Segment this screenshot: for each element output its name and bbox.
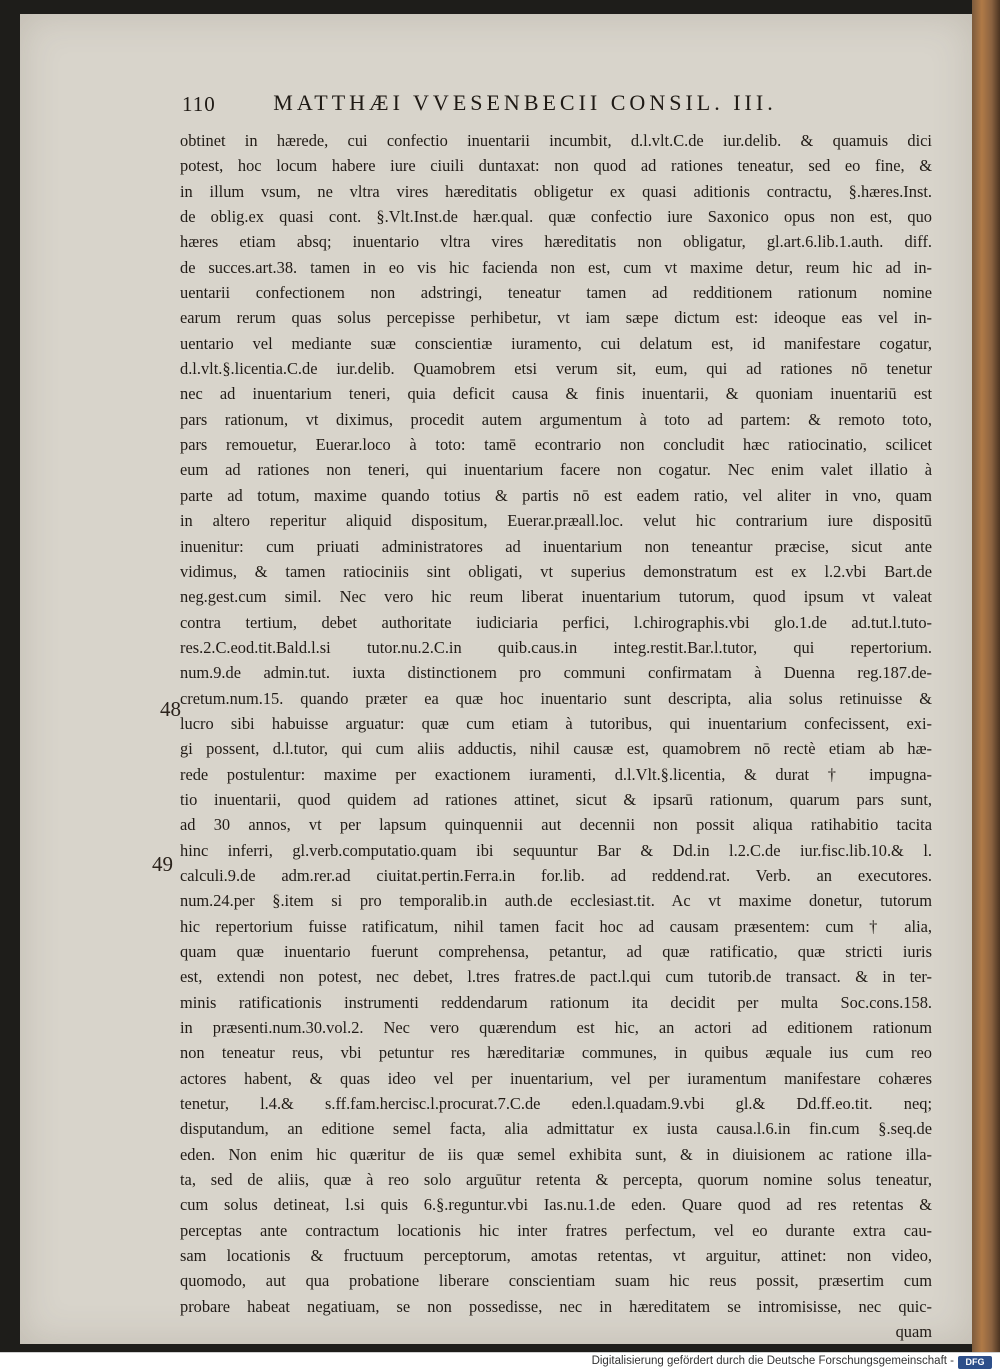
page-header xyxy=(120,88,850,124)
text-line: inuenitur: cum priuati administratores ad inuentarium non teneantur præcise, sicut ante xyxy=(180,536,932,556)
text-line: contra tertium, debet authoritate iudiciaria perfici, l.chirographis.vbi glo.1.de ad.tut.l.tuto- xyxy=(180,612,932,632)
text-line: hinc inferri, gl.verb.computatio.quam ibi sequuntur Bar & Dd.in l.2.C.de iur.fisc.lib.10.& l. xyxy=(180,840,932,860)
running-title: MATTHÆI VVESENBECII CONSIL. III. xyxy=(273,90,777,115)
text-line: de oblig.ex quasi cont. §.Vlt.Inst.de hær.qual. quæ confectio iure Saxonico opus non est, quo xyxy=(180,207,932,227)
text-line: cretum.num.15. quando præter ea quæ hoc inuentario sunt descripta, alia solus retinuisse & xyxy=(180,688,932,708)
body-text xyxy=(180,128,932,1345)
text-line: tio inuentarii, quod quidem ad rationes attinet, sicut & ipsarū rationum, quarum pars sunt, xyxy=(180,789,932,809)
text-line: sam locationis & fructuum perceptorum, amotas retentas, vt arguitur, attinet: non video, xyxy=(180,1246,932,1266)
text-line: parte ad totum, maxime quando totius & partis nō est eadem ratio, vel aliter in vno, quam xyxy=(180,485,932,505)
text-line: vidimus, & tamen ratiociniis sint obligati, vt superius demonstratum est ex l.2.vbi Bart.de xyxy=(180,561,932,581)
digitization-credit: Digitalisierung gefördert durch die Deutsche Forschungsgemeinschaft - xyxy=(591,1355,954,1367)
book-edge xyxy=(972,0,1000,1352)
text-line: earum rerum quas solus percepisse perhibetur, vt iam sæpe dictum est: ideoque eas vel in- xyxy=(180,308,932,328)
text-line: gi possent, d.l.tutor, qui cum aliis adductis, nihil causæ est, quamobrem nō rectè etiam ab hæ- xyxy=(180,739,932,759)
text-line: de succes.art.38. tamen in eo vis hic facienda non est, cum vt maxime detur, reum hic ad in- xyxy=(180,257,932,277)
text-line: pars remouetur, Euerar.loco à toto: tamē econtrario non concludit hæc ratiocinatio, scilicet xyxy=(180,435,932,455)
text-line: perceptas ante contractum locationis hic inter fratres perfectum, vel eo durante extra cau- xyxy=(180,1220,932,1240)
text-line: disputandum, an editione semel facta, alia admittatur ex iusta causa.l.6.in fin.cum §.seq.de xyxy=(180,1119,932,1139)
text-line: rede postulentur: maxime per exactionem iuramenti, d.l.Vlt.§.licentia, & durat † impugna- xyxy=(180,764,932,784)
text-line: est, extendi non potest, nec debet, l.tres fratres.de pact.l.qui cum tutorib.de transact. & in ter- xyxy=(180,967,932,987)
text-line: minis ratificationis instrumenti reddendarum rationum ita decidit per multa Soc.cons.158. xyxy=(180,992,932,1012)
text-line: neg.gest.cum simil. Nec vero hic reum liberat inuentarium tutorum, quod ipsum vt valeat xyxy=(180,587,932,607)
dfg-logo: DFG xyxy=(958,1356,992,1369)
page-number: 110 xyxy=(182,92,216,116)
text-line: in præsenti.num.30.vol.2. Nec vero quærendum est hic, an actori ad editionem rationum xyxy=(180,1018,932,1038)
margin-number: 49 xyxy=(152,852,173,876)
text-line: lucro sibi habuisse arguatur: quæ cum etiam à tutoribus, qui inuentarium confecissent, exi- xyxy=(180,713,932,733)
text-line: non teneatur reus, vbi petuntur res hæreditariæ communes, in quibus æquale ius cum reo xyxy=(180,1043,932,1063)
text-line: in altero reperitur aliquid dispositum, Euerar.præall.loc. velut hic contrarium iure dispositū xyxy=(180,511,932,531)
text-line: ad 30 annos, vt per lapsum quinquennii aut decennii non possit aliqua ratihabitio tacita xyxy=(180,815,932,835)
text-line: num.9.de admin.tut. iuxta distinctionem pro communi confirmatam à Duenna reg.187.de- xyxy=(180,663,932,683)
text-line: cum solus detineat, l.si quis 6.§.reguntur.vbi Ias.nu.1.de eden. Quare quod ad res retentas & xyxy=(180,1195,932,1215)
text-line: probare habeat negatiuam, se non possedisse, nec in hæreditatem se intromisisse, nec quic- xyxy=(180,1296,932,1316)
text-line: num.24.per §.item si pro temporalib.in auth.de ecclesiast.tit. Ac vt maxime donetur, tutorum xyxy=(180,891,932,911)
text-line: potest, hoc locum habere iure ciuili duntaxat: non quod ad rationes teneatur, sed eo fine, & xyxy=(180,156,932,176)
text-line: d.l.vlt.§.licentia.C.de iur.delib. Quamobrem etsi verum sit, eum, qui ad rationes nō tenetur xyxy=(180,359,932,379)
text-line: eden. Non enim hic quæritur de iis quæ semel exhibita sunt, & in diuisionem ac ratione illa- xyxy=(180,1144,932,1164)
text-line: res.2.C.eod.tit.Bald.l.si tutor.nu.2.C.in quib.caus.in integ.restit.Bar.l.tutor, qui repertorium. xyxy=(180,637,932,657)
text-line: calculi.9.de adm.rer.ad ciuitat.pertin.Ferra.in for.lib. ad reddend.rat. Verb. an executores. xyxy=(180,865,932,885)
text-line: quam xyxy=(895,1322,932,1342)
text-line: tenetur, l.4.& s.ff.fam.hercisc.l.procurat.7.C.de eden.l.quadam.9.vbi gl.& Dd.ff.eo.tit. neq; xyxy=(180,1094,932,1114)
text-line: ta, sed de aliis, quæ à reo solo arguūtur retenta & percepta, quorum nomine solus teneatur, xyxy=(180,1170,932,1190)
text-line: quam quæ inuentario fuerunt comprehensa, petantur, ad quæ ratificatio, quæ stricti iuris xyxy=(180,942,932,961)
text-line: hic repertorium fuisse ratificatum, nihil tamen facit hoc ad causam præsentem: cum † alia, xyxy=(180,916,932,936)
text-line: pars rationum, vt diximus, procedit autem argumentum à toto ad partem: & remoto toto, xyxy=(180,409,932,429)
text-line: eum ad rationes non teneri, qui inuentarium facere non cogatur. Nec enim valet illatio à xyxy=(180,460,932,480)
text-line: actores habent, & quas ideo vel per inuentarium, vel per iuramentum manifestare cohæres xyxy=(180,1068,932,1088)
text-line: quomodo, aut qua probatione liberare conscientiam suam hic reus possit, præsertim cum xyxy=(180,1271,932,1291)
text-line: hæres etiam absq; inuentario vltra vires hæreditatis non obligatur, gl.art.6.lib.1.auth. diff. xyxy=(180,232,932,252)
text-line: nec ad inuentarium teneri, quia deficit causa & finis inuentarii, & quoniam inuentariū est xyxy=(180,384,932,404)
text-line: uentario vel mediante suæ conscientiæ iuramento, cui delatum est, id manifestare cogatur, xyxy=(180,333,932,353)
text-line: uentarii confectionem non adstringi, teneatur tamen ad redditionem rationum nomine xyxy=(180,283,932,303)
margin-number: 48 xyxy=(160,697,181,721)
text-line: obtinet in hærede, cui confectio inuentarii incumbit, d.l.vlt.C.de iur.delib. & quamuis dici xyxy=(180,131,932,150)
footer-bar xyxy=(0,1352,1000,1372)
text-line: in illum vsum, ne vltra vires hæreditatis obligetur ex quasi aditionis contractu, §.hæres.Inst. xyxy=(180,181,932,201)
